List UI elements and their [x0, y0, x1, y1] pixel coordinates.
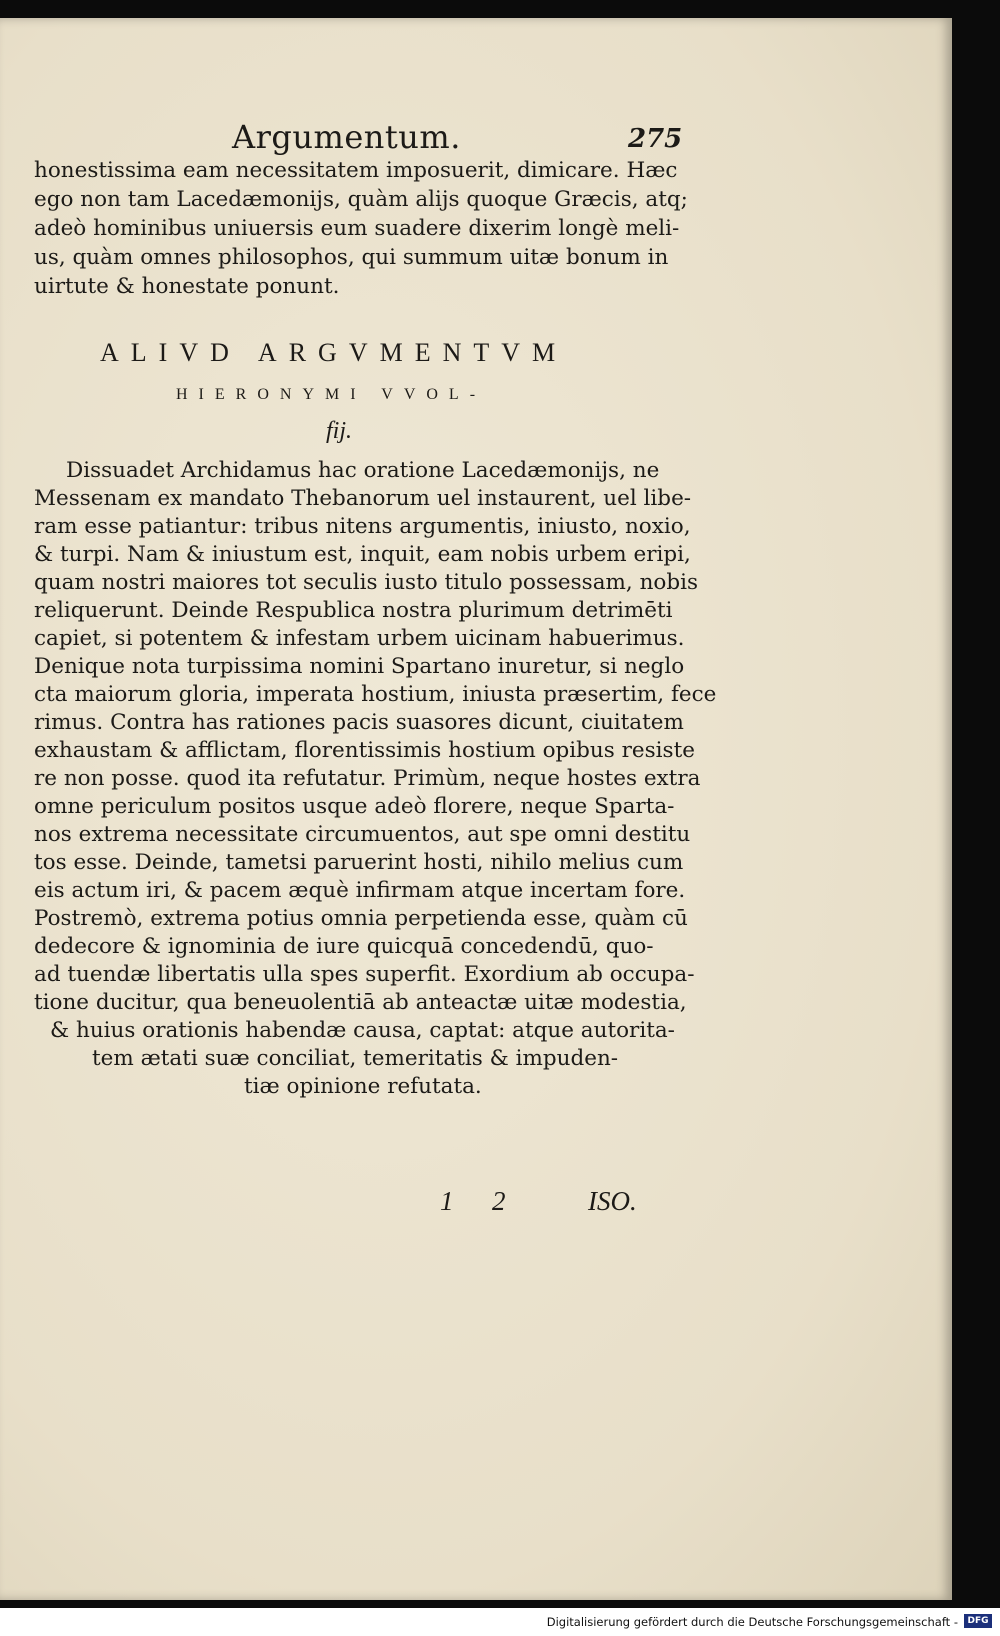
body-line: exhaustam & afflictam, florentissimis hostium opibus resiste: [34, 738, 695, 763]
body-line: & huius orationis habendæ causa, captat: atque autorita-: [50, 1018, 675, 1043]
body-line: omne periculum positos usque adeò florere, neque Sparta-: [34, 794, 675, 819]
footer-bar: [0, 1608, 1000, 1636]
intro-line: us, quàm omnes philosophos, qui summum uitæ bonum in: [34, 245, 669, 270]
body-line: tem ætati suæ conciliat, temeritatis & impuden-: [92, 1046, 619, 1071]
body-line: ram esse patiantur: tribus nitens argumentis, iniusto, noxio,: [34, 514, 691, 539]
intro-line: honestissima eam necessitatem imposuerit, dimicare. Hæc: [34, 158, 678, 183]
book-page: [0, 18, 952, 1600]
funding-credit: Digitalisierung gefördert durch die Deutsche Forschungsgemeinschaft -: [546, 1615, 958, 1629]
running-head: [0, 102, 952, 162]
body-line: capiet, si potentem & infestam urbem uicinam habuerimus.: [34, 626, 685, 651]
intro-line: adeò hominibus uniuersis eum suadere dixerim longè meli-: [34, 216, 680, 241]
heading-line-3: fij.: [326, 418, 353, 444]
body-line: tos esse. Deinde, tametsi paruerint hosti, nihilo melius cum: [34, 850, 684, 875]
catchword: ISO.: [588, 1186, 637, 1216]
body-line: ad tuendæ libertatis ulla spes superfit. Exordium ab occupa-: [34, 962, 695, 987]
heading-line-2: HIERONYMI VVOL-: [176, 386, 487, 403]
body-line: rimus. Contra has rationes pacis suasores dicunt, ciuitatem: [34, 710, 684, 735]
body-line: Denique nota turpissima nomini Spartano inuretur, si neglo: [34, 654, 685, 679]
intro-line: ego non tam Lacedæmonijs, quàm alijs quoque Græcis, atq;: [34, 187, 688, 212]
body-line: Messenam ex mandato Thebanorum uel instaurent, uel libe-: [34, 486, 692, 511]
heading-line-1: ALIVD ARGVMENTVM: [100, 338, 568, 367]
body-line: reliquerunt. Deinde Respublica nostra plurimum detrimēti: [34, 598, 673, 623]
body-line: eis actum iri, & pacem æquè infirmam atque incertam fore.: [34, 878, 686, 903]
intro-line: uirtute & honestate ponunt.: [34, 274, 340, 299]
dfg-logo-icon: DFG: [964, 1614, 992, 1628]
body-line: cta maiorum gloria, imperata hostium, iniusta præsertim, fece: [34, 682, 717, 707]
body-line: Postremò, extrema potius omnia perpetienda esse, quàm cū: [34, 906, 688, 931]
body-line: & turpi. Nam & iniustum est, inquit, eam nobis urbem eripi,: [34, 542, 691, 567]
signature-mark: 2: [492, 1186, 506, 1216]
body-line: dedecore & ignominia de iure quicquā concedendū, quo-: [34, 934, 654, 959]
signature-mark: 1: [440, 1186, 454, 1216]
running-head-title: Argumentum.: [232, 118, 461, 156]
body-line: re non posse. quod ita refutatur. Primùm, neque hostes extra: [34, 766, 701, 791]
body-line: quam nostri maiores tot seculis iusto titulo possessam, nobis: [34, 570, 699, 595]
body-line: Dissuadet Archidamus hac oratione Lacedæmonijs, ne: [66, 458, 660, 483]
body-line: nos extrema necessitate circumuentos, aut spe omni destitu: [34, 822, 691, 847]
body-line: tiæ opinione refutata.: [244, 1074, 482, 1099]
page-number: 275: [628, 124, 683, 154]
body-line: tione ducitur, qua beneuolentiā ab anteactæ uitæ modestia,: [34, 990, 687, 1015]
